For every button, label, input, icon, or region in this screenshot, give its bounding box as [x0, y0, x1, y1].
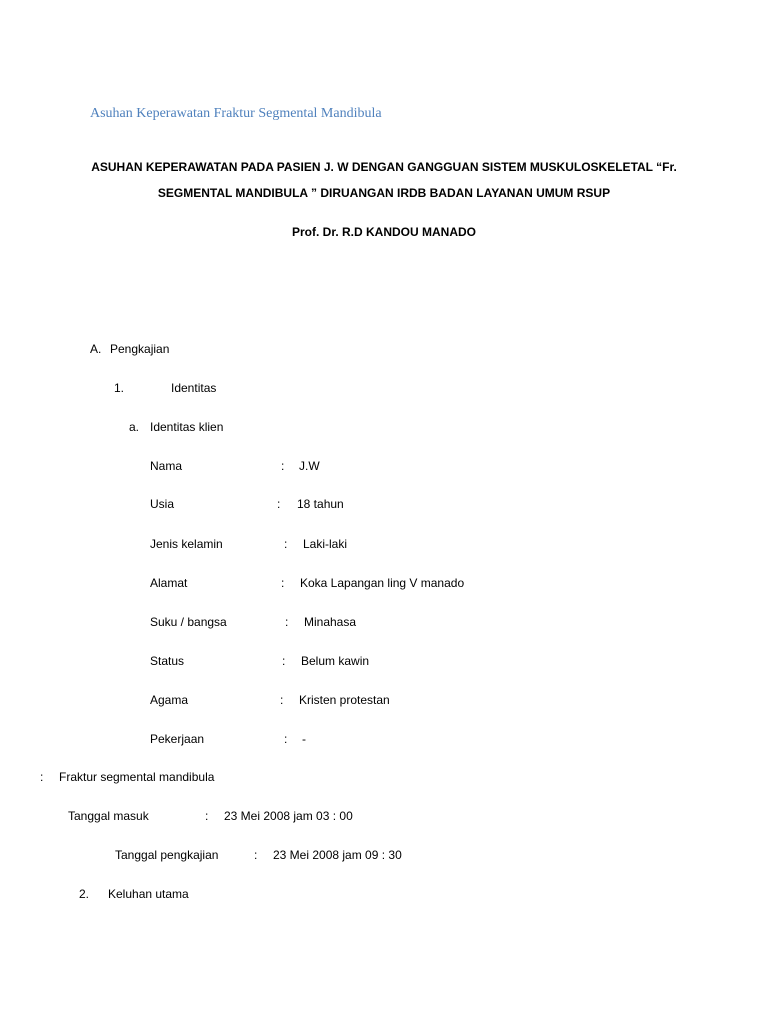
field-colon: : [277, 497, 281, 511]
field-value: Minahasa [304, 615, 357, 629]
tanggal-masuk-label: Tanggal masuk [68, 809, 149, 823]
field-value: Laki-laki [303, 537, 348, 551]
field-colon: : [284, 732, 288, 746]
field-value: Belum kawin [301, 654, 370, 668]
item-1-label: Identitas [171, 381, 217, 395]
diagnosis-value: Fraktur segmental mandibula [59, 770, 215, 784]
item-a-marker: a. [129, 420, 140, 434]
field-label: Usia [150, 497, 175, 511]
field-label: Nama [150, 459, 183, 473]
field-value: J.W [299, 459, 320, 473]
field-label: Suku / bangsa [150, 615, 227, 629]
field-colon: : [281, 576, 285, 590]
field-label: Jenis kelamin [150, 537, 223, 551]
item-2-label: Keluhan utama [108, 887, 189, 901]
field-value: Kristen protestan [299, 693, 390, 707]
item-1-marker: 1. [114, 381, 125, 395]
tanggal-masuk-value: 23 Mei 2008 jam 03 : 00 [224, 809, 353, 823]
field-label: Agama [150, 693, 189, 707]
field-value: 18 tahun [297, 497, 344, 511]
title-line-1: ASUHAN KEPERAWATAN PADA PASIEN J. W DENGAN GANGGUAN SISTEM MUSKULOSKELETAL “Fr. [91, 160, 677, 174]
diagnosis-colon: : [40, 770, 44, 784]
tanggal-pengkajian-colon: : [254, 848, 258, 862]
tanggal-masuk-colon: : [205, 809, 209, 823]
field-value: Koka Lapangan ling V manado [300, 576, 465, 590]
section-a-marker: A. [90, 342, 102, 356]
field-colon: : [285, 615, 289, 629]
document-heading: Asuhan Keperawatan Fraktur Segmental Mandibula [90, 106, 382, 121]
field-label: Pekerjaan [150, 732, 205, 746]
field-colon: : [282, 654, 286, 668]
title-line-2: SEGMENTAL MANDIBULA ” DIRUANGAN IRDB BADAN LAYANAN UMUM RSUP [157, 186, 611, 200]
field-value: - [302, 732, 306, 746]
title-line-3: Prof. Dr. R.D KANDOU MANADO [291, 225, 476, 239]
tanggal-pengkajian-label: Tanggal pengkajian [115, 848, 219, 862]
field-colon: : [280, 693, 284, 707]
section-a-label: Pengkajian [110, 342, 170, 356]
field-label: Status [150, 654, 185, 668]
item-a-label: Identitas klien [150, 420, 224, 434]
field-colon: : [281, 459, 285, 473]
item-2-marker: 2. [79, 887, 90, 901]
field-colon: : [284, 537, 288, 551]
tanggal-pengkajian-value: 23 Mei 2008 jam 09 : 30 [273, 848, 402, 862]
field-label: Alamat [150, 576, 188, 590]
